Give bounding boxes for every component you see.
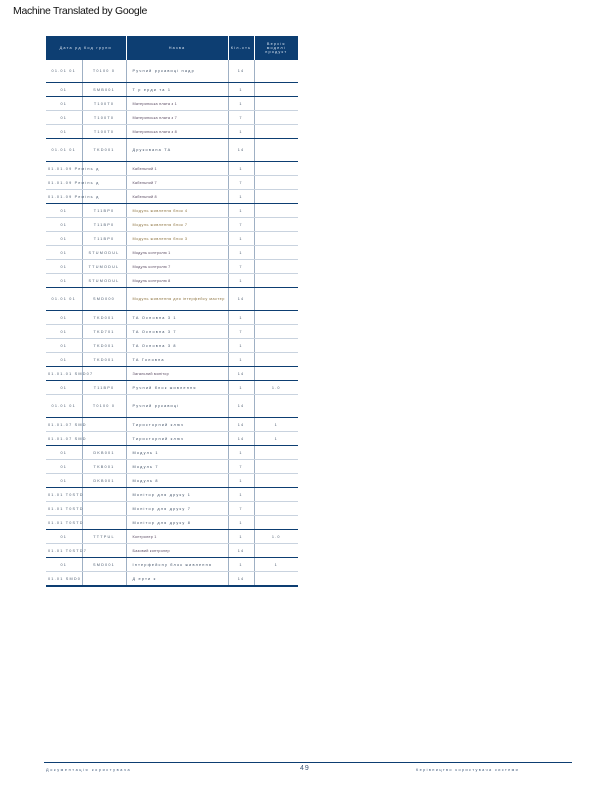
cell-date: 01.01 01 — [46, 60, 82, 83]
cell-quantity: 14 — [228, 544, 254, 558]
cell-version — [254, 274, 298, 288]
cell-quantity: 14 — [228, 139, 254, 162]
cell-name: Материнська плата з 7 — [126, 111, 228, 125]
table-row — [46, 260, 298, 274]
header-name: Назва — [126, 36, 228, 60]
cell-date: 01.01.09 Ремінь д — [46, 190, 82, 204]
table-row — [46, 111, 298, 125]
cell-date: 01.01.07 SMD — [46, 432, 82, 446]
cell-quantity: 14 — [228, 395, 254, 418]
cell-quantity: 1 — [228, 530, 254, 544]
table-row — [46, 83, 298, 97]
table-row — [46, 381, 298, 395]
cell-version — [254, 162, 298, 176]
cell-group-code: TTTPUL — [82, 530, 126, 544]
cell-name: Модуль контролю 8 — [126, 274, 228, 288]
cell-date: 01.01.07 SMD — [46, 418, 82, 432]
cell-quantity: 1 — [228, 516, 254, 530]
cell-name: Материнська плата з 8 — [126, 125, 228, 139]
cell-quantity: 1 — [228, 190, 254, 204]
table-header-row — [46, 36, 298, 60]
cell-version — [254, 60, 298, 83]
cell-version — [254, 246, 298, 260]
cell-date: 01 — [46, 311, 82, 325]
table-row — [46, 418, 298, 432]
cell-date: 01.01 T0STD — [46, 488, 82, 502]
cell-quantity: 1 — [228, 232, 254, 246]
cell-date: 01.01 01 — [46, 395, 82, 418]
cell-date: 01 — [46, 325, 82, 339]
cell-name: Модуль 1 — [126, 446, 228, 460]
cell-quantity: 14 — [228, 60, 254, 83]
cell-version — [254, 97, 298, 111]
cell-version — [254, 488, 298, 502]
machine-translated-banner: Machine Translated by Google — [13, 5, 148, 17]
cell-version — [254, 232, 298, 246]
cell-group-code — [82, 544, 126, 558]
cell-version — [254, 111, 298, 125]
cell-name: ТА Основна 3 7 — [126, 325, 228, 339]
cell-name: Монітор для друку 8 — [126, 516, 228, 530]
cell-group-code — [82, 516, 126, 530]
cell-version — [254, 311, 298, 325]
cell-group-code — [82, 488, 126, 502]
cell-quantity: 14 — [228, 432, 254, 446]
cell-quantity: 7 — [228, 176, 254, 190]
cell-version — [254, 325, 298, 339]
cell-group-code: TKD001 — [82, 353, 126, 367]
cell-name: Тиристорний ключ — [126, 418, 228, 432]
table-row — [46, 176, 298, 190]
table-row — [46, 572, 298, 587]
table-row — [46, 288, 298, 311]
cell-quantity: 1 — [228, 83, 254, 97]
cell-name: ТА Основна 3 8 — [126, 339, 228, 353]
cell-name: Ручний рукавиці — [126, 395, 228, 418]
cell-quantity: 7 — [228, 460, 254, 474]
table-row — [46, 325, 298, 339]
cell-group-code: SMB001 — [82, 83, 126, 97]
cell-version: 1.0 — [254, 381, 298, 395]
cell-name: Модуль контролю 1 — [126, 246, 228, 260]
cell-name: Базовий контролер — [126, 544, 228, 558]
cell-group-code — [82, 418, 126, 432]
cell-version — [254, 395, 298, 418]
cell-group-code: T100T0 — [82, 97, 126, 111]
cell-group-code: T11BP0 — [82, 218, 126, 232]
header-date-group: Дата рд Код групи — [46, 36, 126, 60]
cell-date: 01 — [46, 83, 82, 97]
cell-version: 1.0 — [254, 530, 298, 544]
cell-name: Модуль контролю 7 — [126, 260, 228, 274]
table-body — [46, 60, 298, 586]
cell-date: 01 — [46, 125, 82, 139]
cell-group-code: STUMODUL — [82, 274, 126, 288]
cell-quantity: 1 — [228, 97, 254, 111]
cell-name: Монітор для друку 1 — [126, 488, 228, 502]
cell-group-code — [82, 502, 126, 516]
header-version: Версія моделі продукт — [254, 36, 298, 60]
cell-quantity: 7 — [228, 260, 254, 274]
cell-group-code: T11BP0 — [82, 381, 126, 395]
cell-quantity: 14 — [228, 418, 254, 432]
table-row — [46, 516, 298, 530]
cell-version — [254, 83, 298, 97]
table-row — [46, 60, 298, 83]
cell-quantity: 1 — [228, 353, 254, 367]
cell-date: 01.01 01 — [46, 139, 82, 162]
cell-version: 1 — [254, 432, 298, 446]
cell-date: 01 — [46, 381, 82, 395]
cell-group-code: SMD001 — [82, 558, 126, 572]
footer-manual-title: Керівництво користувача системи — [416, 768, 520, 772]
cell-group-code: T11BP0 — [82, 204, 126, 218]
cell-group-code — [82, 572, 126, 587]
cell-name: Модуль 8 — [126, 474, 228, 488]
cell-date: 01 — [46, 204, 82, 218]
cell-quantity: 1 — [228, 558, 254, 572]
table-row — [46, 339, 298, 353]
cell-quantity: 7 — [228, 502, 254, 516]
cell-date: 01.01.01 SMD07 — [46, 367, 82, 381]
table-row — [46, 395, 298, 418]
cell-name: Т р ерди та 1 — [126, 83, 228, 97]
cell-date: 01 — [46, 218, 82, 232]
cell-quantity: 1 — [228, 381, 254, 395]
table-row — [46, 432, 298, 446]
cell-name: Ручний рукавиці надр — [126, 60, 228, 83]
cell-date: 01 — [46, 232, 82, 246]
cell-version — [254, 353, 298, 367]
cell-version — [254, 502, 298, 516]
cell-quantity: 1 — [228, 488, 254, 502]
cell-name: Інтерфейсну блок живлення — [126, 558, 228, 572]
cell-quantity: 1 — [228, 474, 254, 488]
cell-date: 01.01 01 — [46, 288, 82, 311]
cell-name: Тиристорний ключ — [126, 432, 228, 446]
cell-version — [254, 460, 298, 474]
cell-quantity: 14 — [228, 367, 254, 381]
cell-quantity: 1 — [228, 204, 254, 218]
cell-version: 1 — [254, 418, 298, 432]
cell-version — [254, 572, 298, 587]
table-row — [46, 232, 298, 246]
table-row — [46, 311, 298, 325]
cell-group-code: T11BP0 — [82, 232, 126, 246]
cell-quantity: 1 — [228, 339, 254, 353]
cell-group-code: T100T0 — [82, 111, 126, 125]
cell-group-code — [82, 432, 126, 446]
cell-group-code: DKB001 — [82, 474, 126, 488]
cell-quantity: 14 — [228, 288, 254, 311]
cell-group-code: T100T0 — [82, 125, 126, 139]
table-row — [46, 204, 298, 218]
cell-name: Модуль живлення блок 7 — [126, 218, 228, 232]
cell-date: 01 — [46, 246, 82, 260]
table-row — [46, 446, 298, 460]
cell-version — [254, 544, 298, 558]
cell-date: 01 — [46, 474, 82, 488]
table-row — [46, 190, 298, 204]
table-row — [46, 544, 298, 558]
cell-name: Модуль живлення блок 3 — [126, 232, 228, 246]
cell-quantity: 1 — [228, 311, 254, 325]
cell-date: 01 — [46, 339, 82, 353]
table-row — [46, 218, 298, 232]
cell-name: Д ерти к — [126, 572, 228, 587]
cell-group-code: T0100 0 — [82, 395, 126, 418]
parts-table — [46, 36, 298, 587]
cell-name: Материнська плата з 1 — [126, 97, 228, 111]
cell-quantity: 14 — [228, 572, 254, 587]
cell-date: 01 — [46, 274, 82, 288]
cell-date: 01.01 T0STD — [46, 516, 82, 530]
table-row — [46, 367, 298, 381]
cell-date: 01 — [46, 97, 82, 111]
header-qty: Кіл-сть — [228, 36, 254, 60]
footer-doc-title: Документація користувача — [46, 768, 132, 772]
cell-date: 01 — [46, 460, 82, 474]
cell-name: Модуль живлення для інтерфейсу мастер — [126, 288, 228, 311]
cell-version — [254, 190, 298, 204]
cell-name: Кабельний 7 — [126, 176, 228, 190]
cell-group-code: TKB001 — [82, 460, 126, 474]
cell-date: 01.01 T0STD7 — [46, 544, 82, 558]
table-row — [46, 162, 298, 176]
cell-date: 01 — [46, 446, 82, 460]
cell-name: Ручний блок живлення — [126, 381, 228, 395]
table-row — [46, 246, 298, 260]
cell-version — [254, 176, 298, 190]
cell-date: 01.01 T0STD — [46, 502, 82, 516]
cell-name: Монітор для друку 7 — [126, 502, 228, 516]
cell-quantity: 7 — [228, 218, 254, 232]
cell-version — [254, 446, 298, 460]
table-row — [46, 125, 298, 139]
cell-version: 1 — [254, 558, 298, 572]
cell-version — [254, 339, 298, 353]
cell-quantity: 1 — [228, 162, 254, 176]
cell-date: 01 — [46, 353, 82, 367]
cell-version — [254, 367, 298, 381]
footer-divider — [44, 762, 572, 763]
cell-name: ТА Головна — [126, 353, 228, 367]
page-number: 49 — [300, 765, 310, 772]
cell-quantity: 1 — [228, 125, 254, 139]
cell-version — [254, 125, 298, 139]
table-row — [46, 530, 298, 544]
table-row — [46, 460, 298, 474]
cell-name: Контролер 1 — [126, 530, 228, 544]
cell-group-code: TKD001 — [82, 139, 126, 162]
table-row — [46, 474, 298, 488]
cell-group-code: STUMODUL — [82, 246, 126, 260]
cell-version — [254, 288, 298, 311]
cell-name: Кабельний 1 — [126, 162, 228, 176]
cell-group-code: T0100 0 — [82, 60, 126, 83]
cell-date: 01 — [46, 260, 82, 274]
cell-group-code: TKD001 — [82, 339, 126, 353]
table-row — [46, 558, 298, 572]
table-row — [46, 97, 298, 111]
cell-quantity: 1 — [228, 274, 254, 288]
table-row — [46, 488, 298, 502]
cell-date: 01.01 SMD0 — [46, 572, 82, 587]
table-row — [46, 139, 298, 162]
cell-quantity: 7 — [228, 111, 254, 125]
cell-name: Модуль живлення блок 4 — [126, 204, 228, 218]
cell-version — [254, 204, 298, 218]
cell-version — [254, 218, 298, 232]
parts-table-container — [46, 36, 298, 587]
cell-group-code: SMD000 — [82, 288, 126, 311]
cell-group-code: TKD001 — [82, 311, 126, 325]
cell-group-code: DKB001 — [82, 446, 126, 460]
cell-version — [254, 474, 298, 488]
cell-quantity: 7 — [228, 325, 254, 339]
cell-version — [254, 139, 298, 162]
cell-name: Друкована ТА — [126, 139, 228, 162]
cell-group-code: TKD701 — [82, 325, 126, 339]
cell-quantity: 1 — [228, 446, 254, 460]
cell-quantity: 1 — [228, 246, 254, 260]
cell-group-code: TTUMODUL — [82, 260, 126, 274]
cell-name: Загальний монітор — [126, 367, 228, 381]
cell-name: Кабельний 8 — [126, 190, 228, 204]
table-row — [46, 502, 298, 516]
cell-name: ТА Основна 3 1 — [126, 311, 228, 325]
cell-date: 01 — [46, 111, 82, 125]
cell-date: 01.01.09 Ремінь д — [46, 176, 82, 190]
cell-name: Модуль 7 — [126, 460, 228, 474]
cell-version — [254, 516, 298, 530]
table-row — [46, 353, 298, 367]
table-row — [46, 274, 298, 288]
cell-date: 01.01.09 Ремінь д — [46, 162, 82, 176]
cell-version — [254, 260, 298, 274]
cell-date: 01 — [46, 558, 82, 572]
cell-date: 01 — [46, 530, 82, 544]
